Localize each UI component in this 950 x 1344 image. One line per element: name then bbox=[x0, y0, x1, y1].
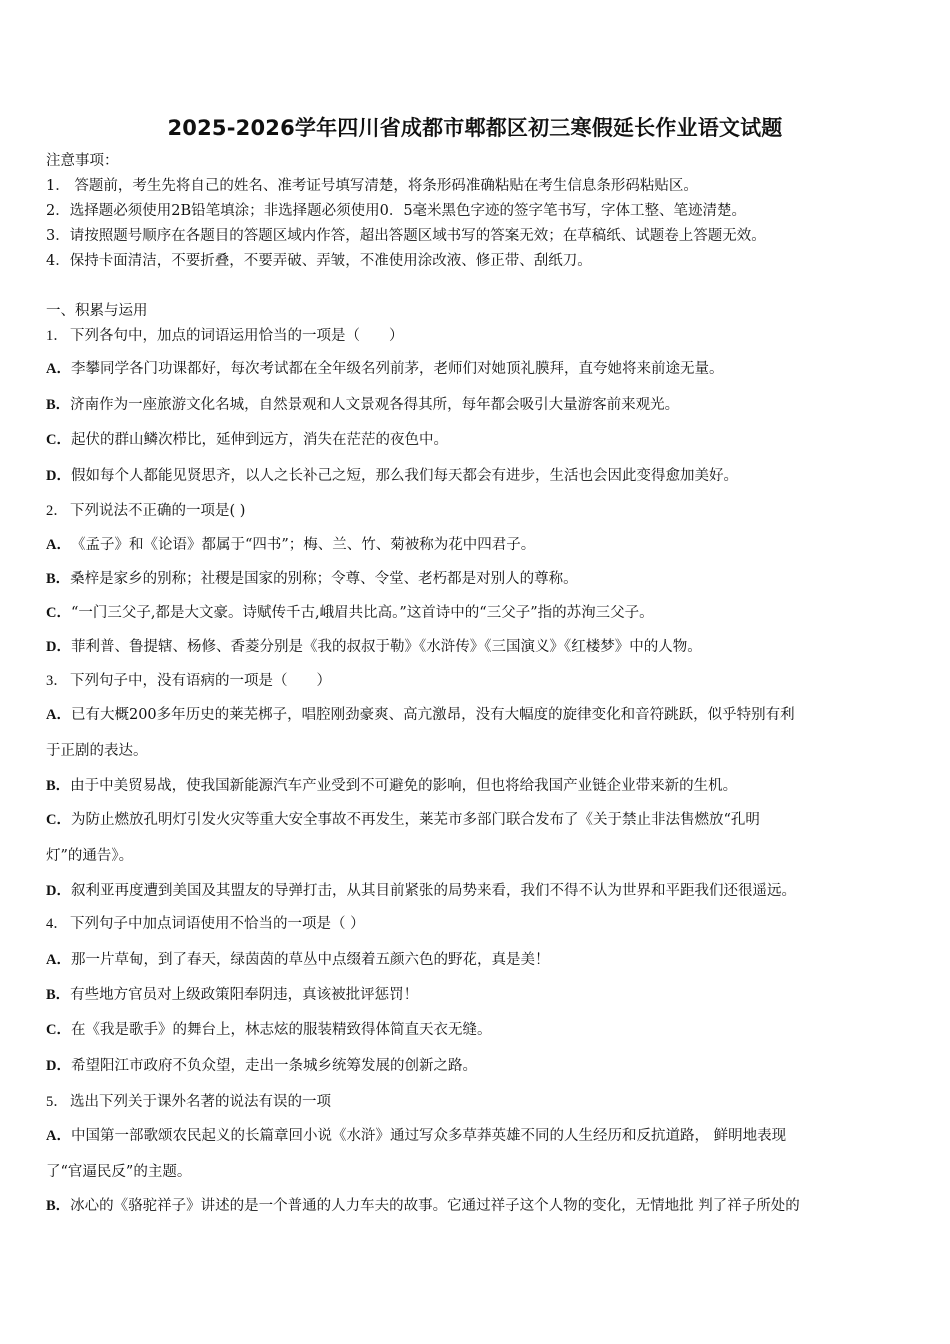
question-4-stem bbox=[46, 914, 365, 934]
option-letter: D． bbox=[46, 883, 71, 899]
option-letter: B． bbox=[46, 397, 71, 413]
question-2-option-b bbox=[46, 569, 578, 589]
question-2-stem bbox=[46, 501, 245, 521]
option-text: 李攀同学各门功课都好，每次考试都在全年级名列前茅，老师们对她顶礼膜拜，直夸她将来前途无量。 bbox=[70, 361, 724, 377]
question-3-option-c bbox=[46, 810, 760, 830]
option-text: 为防止燃放孔明灯引发火灾等重大安全事故不再发生，莱芜市多部门联合发布了《关于禁止非法售燃放“孔明 bbox=[70, 812, 760, 828]
question-text: 选出下列关于课外名著的说法有误的一项 bbox=[70, 1094, 331, 1110]
option-letter: B． bbox=[46, 1198, 71, 1214]
option-letter: D． bbox=[46, 468, 71, 484]
question-2-option-a bbox=[46, 535, 535, 555]
question-text: 下列句子中，没有语病的一项是（ ） bbox=[70, 673, 331, 689]
option-letter: A． bbox=[46, 1128, 71, 1144]
question-4-option-d bbox=[46, 1056, 477, 1076]
question-1-option-c bbox=[46, 430, 448, 450]
question-text: 下列句子中加点词语使用不恰当的一项是（ ） bbox=[70, 916, 365, 932]
question-3-option-b bbox=[46, 776, 737, 796]
option-text: “一门三父子,都是大文豪。诗赋传千古,峨眉共比高。”这首诗中的“三父子”指的苏洵三父子。 bbox=[70, 605, 654, 621]
option-text: 有些地方官员对上级政策阳奉阴违，真该被批评惩罚！ bbox=[70, 987, 419, 1003]
notice-item: 4．保持卡面清洁，不要折叠，不要弄破、弄皱，不准使用涂改液、修正带、刮纸刀。 bbox=[46, 253, 592, 269]
question-text: 下列各句中，加点的词语运用恰当的一项是（ ） bbox=[70, 328, 404, 344]
option-letter: A． bbox=[46, 952, 71, 968]
question-3-option-c-continued: 灯”的通告》。 bbox=[46, 848, 134, 864]
option-text: 假如每个人都能见贤思齐，以人之长补己之短，那么我们每天都会有进步，生活也会因此变得愈加美好。 bbox=[70, 468, 738, 484]
notice-item: 3．请按照题号顺序在各题目的答题区域内作答，超出答题区域书写的答案无效；在草稿纸、试题卷上答题无效。 bbox=[46, 228, 766, 244]
option-text: 希望阳江市政府不负众望，走出一条城乡统筹发展的创新之路。 bbox=[70, 1058, 477, 1074]
option-text: 《孟子》和《论语》都属于“四书”；梅、兰、竹、菊被称为花中四君子。 bbox=[70, 537, 536, 553]
question-number: 3． bbox=[46, 673, 68, 689]
question-1-stem bbox=[46, 326, 404, 346]
question-1-option-a bbox=[46, 359, 723, 379]
option-letter: D． bbox=[46, 1058, 71, 1074]
question-4-option-c bbox=[46, 1020, 491, 1040]
option-letter: A． bbox=[46, 537, 71, 553]
option-letter: C． bbox=[46, 605, 71, 621]
option-text: 由于中美贸易战，使我国新能源汽车产业受到不可避免的影响，但也将给我国产业链企业带来新的生机。 bbox=[70, 778, 738, 794]
question-5-option-a bbox=[46, 1126, 786, 1146]
question-3-stem bbox=[46, 671, 331, 691]
option-letter: C． bbox=[46, 812, 71, 828]
question-number: 2． bbox=[46, 503, 68, 519]
notice-heading: 注意事项： bbox=[46, 153, 119, 169]
option-letter: A． bbox=[46, 707, 71, 723]
option-letter: D． bbox=[46, 639, 71, 655]
question-5-option-a-continued: 了“官逼民反”的主题。 bbox=[46, 1164, 192, 1180]
question-3-option-d bbox=[46, 881, 796, 901]
option-letter: B． bbox=[46, 571, 71, 587]
question-number: 4． bbox=[46, 916, 68, 932]
question-text: 下列说法不正确的一项是( ) bbox=[70, 503, 246, 519]
option-text: 菲利普、鲁提辖、杨修、香菱分别是《我的叔叔于勒》《水浒传》《三国演义》《红楼梦》中的人物。 bbox=[70, 639, 702, 655]
question-number: 5． bbox=[46, 1094, 68, 1110]
question-5-option-b bbox=[46, 1196, 800, 1216]
question-2-option-d bbox=[46, 637, 702, 657]
question-5-stem bbox=[46, 1092, 331, 1112]
option-text: 那一片草甸，到了春天，绿茵茵的草丛中点缀着五颜六色的野花，真是美！ bbox=[70, 952, 550, 968]
section-title: 一、积累与运用 bbox=[46, 303, 148, 319]
notice-item: 1． 答题前，考生先将自己的姓名、准考证号填写清楚，将条形码准确粘贴在考生信息条形码粘贴区。 bbox=[46, 178, 698, 194]
question-3-option-a-continued: 于正剧的表达。 bbox=[46, 743, 148, 759]
question-1-option-b bbox=[46, 395, 679, 415]
option-text: 桑梓是家乡的别称；社稷是国家的别称；令尊、令堂、老朽都是对别人的尊称。 bbox=[70, 571, 578, 587]
option-text: 冰心的《骆驼祥子》讲述的是一个普通的人力车夫的故事。它通过祥子这个人物的变化，无情地批 判了祥子所处的 bbox=[70, 1198, 800, 1214]
option-letter: C． bbox=[46, 1022, 71, 1038]
question-3-option-a bbox=[46, 705, 795, 725]
option-letter: A． bbox=[46, 361, 71, 377]
question-2-option-c bbox=[46, 603, 654, 623]
question-4-option-a bbox=[46, 950, 549, 970]
option-text: 中国第一部歌颂农民起义的长篇章回小说《水浒》通过写众多草莽英雄不同的人生经历和反抗道路， 鲜明地表现 bbox=[70, 1128, 787, 1144]
option-text: 已有大概200多年历史的莱芜梆子，唱腔刚劲豪爽、高亢激昂，没有大幅度的旋律变化和音符跳跃，似乎特别有利 bbox=[70, 707, 795, 723]
option-letter: B． bbox=[46, 987, 71, 1003]
question-number: 1． bbox=[46, 328, 68, 344]
option-text: 济南作为一座旅游文化名城，自然景观和人文景观各得其所，每年都会吸引大量游客前来观光。 bbox=[70, 397, 680, 413]
option-letter: B． bbox=[46, 778, 71, 794]
page-title: 2025-2026学年四川省成都市郫都区初三寒假延长作业语文试题 bbox=[167, 116, 783, 140]
option-text: 起伏的群山鳞次栉比，延伸到远方，消失在茫茫的夜色中。 bbox=[70, 432, 448, 448]
option-text: 叙利亚再度遭到美国及其盟友的导弹打击，从其目前紧张的局势来看，我们不得不认为世界和平距我们还很遥远。 bbox=[70, 883, 796, 899]
notice-item: 2．选择题必须使用2B铅笔填涂；非选择题必须使用0．5毫米黑色字迹的签字笔书写，字体工整、笔迹清楚。 bbox=[46, 203, 747, 219]
question-4-option-b bbox=[46, 985, 418, 1005]
option-letter: C． bbox=[46, 432, 71, 448]
option-text: 在《我是歌手》的舞台上，林志炫的服装精致得体简直天衣无缝。 bbox=[70, 1022, 492, 1038]
question-1-option-d bbox=[46, 466, 738, 486]
